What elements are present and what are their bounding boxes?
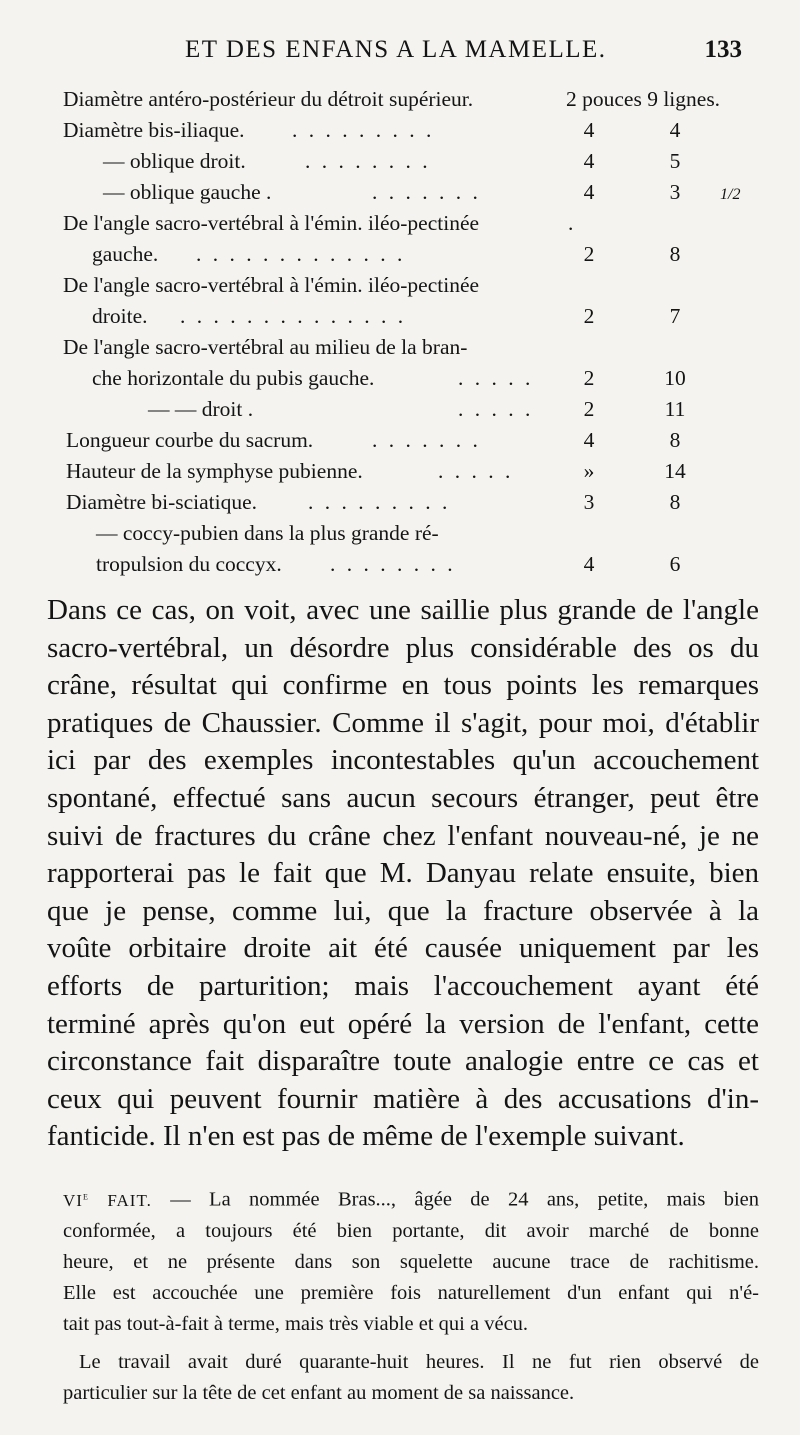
table-row — [0, 366, 800, 397]
measure-label: — coccy-pubien dans la plus grande ré- — [96, 521, 439, 545]
case-first-line — [63, 1180, 759, 1216]
dot-leader: . . . . . . . . . . . . . . — [180, 304, 407, 328]
measure-label: Diamètre bis-iliaque. — [63, 118, 245, 142]
text-line: sacro-vertébral, un désordre plus considérable des os du — [47, 631, 759, 664]
table-row — [0, 87, 800, 118]
table-row — [0, 428, 800, 459]
measure-lignes: 10 — [664, 366, 686, 390]
measure-lignes: 8 — [669, 490, 681, 514]
text-line: pratiques de Chaussier. Comme il s'agit, pour moi, d'établir — [47, 706, 759, 739]
measure-label: — oblique droit. — [103, 149, 246, 173]
case-number-sup: e — [82, 1188, 89, 1202]
case-numeral: VI — [63, 1190, 83, 1210]
measure-pouces: 2 — [583, 242, 595, 266]
table-row — [0, 552, 800, 583]
dot-leader: . . . . . — [458, 397, 534, 421]
text-line: Dans ce cas, on voit, avec une saillie plus grande de l'angle — [47, 594, 759, 626]
measure-label: — oblique gauche . — [103, 180, 272, 204]
measure-label: De l'angle sacro-vertébral à l'émin. iléo-pectinée — [63, 273, 480, 297]
text-line: Le travail avait duré quarante-huit heures. Il ne fut rien observé de — [79, 1350, 759, 1373]
text-line: terminé après qu'on eut opéré la version de l'enfant, cette — [47, 1007, 759, 1040]
text-line: Elle est accouchée une première fois naturellement d'un enfant qui n'é- — [63, 1281, 759, 1304]
text-line: que je pense, comme lui, que la fracture observée à la — [47, 894, 759, 927]
measure-pouces: 4 — [583, 149, 595, 173]
measure-lignes: 4 — [669, 118, 681, 142]
measure-lignes: 8 — [669, 242, 681, 266]
table-row — [0, 335, 800, 366]
measure-pouces: » — [583, 459, 595, 483]
text-line: particulier sur la tête de cet enfant au moment de sa naissance. — [63, 1381, 575, 1404]
page-header — [0, 36, 800, 72]
measure-lignes: 3 — [669, 180, 681, 204]
dot-leader: . . . . . . . — [372, 180, 481, 204]
table-row — [0, 521, 800, 552]
measure-label: che horizontale du pubis gauche. — [92, 366, 375, 390]
running-title: ET DES ENFANS A LA MAMELLE. — [185, 36, 607, 63]
table-row — [0, 397, 800, 428]
table-row — [0, 490, 800, 521]
measure-fraction: 1/2 — [720, 186, 741, 203]
dot-leader: . . . . . — [458, 366, 534, 390]
measure-pouces: 4 — [583, 552, 595, 576]
text-line: voûte orbitaire droite ait été causée uniquement par les — [47, 932, 759, 965]
text-line: tait pas tout-à-fait à terme, mais très viable et qui a vécu. — [63, 1312, 529, 1335]
measure-label: Diamètre bi-sciatique. — [66, 490, 258, 514]
text-line: suivi de fractures du crâne chez l'enfant nouveau-né, je ne — [47, 819, 759, 852]
dot-leader: . . . . . . . . . . . . . — [196, 242, 406, 266]
table-row — [0, 304, 800, 335]
case-first-line-text: — La nommée Bras..., âgée de 24 ans, petite, mais bien — [170, 1188, 760, 1211]
text-line: ici par des exemples incontestables qu'un accouchement — [47, 744, 759, 777]
measure-label: De l'angle sacro-vertébral à l'émin. iléo-pectinée — [63, 211, 480, 235]
units-header: 2 pouces 9 lignes. — [566, 87, 721, 111]
dot-leader: . . . . . . . . — [305, 149, 431, 173]
table-row — [0, 118, 800, 149]
text-line: efforts de parturition; mais l'accouchement ayant été — [47, 969, 759, 1002]
text-line: fanticide. Il n'en est pas de même de l'exemple suivant. — [47, 1120, 685, 1153]
measure-pouces: 2 — [583, 397, 595, 421]
measure-lignes: 8 — [669, 428, 681, 452]
text-line: ceux qui peuvent fournir matière à des accusations d'in- — [47, 1082, 759, 1115]
dot-leader: . . . . . . . — [372, 428, 481, 452]
measure-lignes: 11 — [664, 397, 686, 421]
measure-label: tropulsion du coccyx. — [96, 552, 282, 576]
measure-label: — — droit . — [148, 397, 254, 421]
text-line: circonstance fait disparaître toute analogie entre ce cas et — [47, 1045, 759, 1078]
text-line: spontané, effectué sans aucun secours étranger, peut être — [47, 781, 759, 814]
measure-label: droite. — [92, 304, 148, 328]
measure-pouces: 4 — [583, 118, 595, 142]
measure-label: Longueur courbe du sacrum. — [66, 428, 314, 452]
case-number — [63, 1188, 152, 1210]
dot-leader: . . . . . . . . . — [292, 118, 435, 142]
case-report — [63, 1180, 759, 1409]
text-line: rapporterai pas le fait que M. Danyau relate ensuite, bien — [47, 857, 759, 890]
measure-label: Hauteur de la symphyse pubienne. — [66, 459, 363, 483]
measure-label: gauche. — [92, 242, 159, 266]
measure-pouces: 2 — [583, 366, 595, 390]
text-line: heure, et ne présente dans son squelette aucune trace de rachitisme. — [63, 1250, 759, 1273]
fait-label: FAIT. — [107, 1190, 152, 1210]
table-row — [0, 459, 800, 490]
dot-leader: . . . . . . . . — [330, 552, 456, 576]
dot-leader: . . . . . — [438, 459, 514, 483]
dot-leader: . . . . . . . . . — [308, 490, 451, 514]
dot-leader: . — [568, 211, 577, 235]
pelvis-measurement-table — [0, 87, 800, 583]
measure-pouces: 2 — [583, 304, 595, 328]
page-number: 133 — [704, 36, 742, 63]
measure-pouces: 4 — [583, 180, 595, 204]
table-row — [0, 211, 800, 242]
text-line: crâne, résultat qui confirme en tous points les remarques — [47, 669, 759, 702]
text-line: conformée, a toujours été bien portante, dit avoir marché de bonne — [63, 1219, 759, 1242]
table-row — [0, 242, 800, 273]
measure-lignes: 6 — [669, 552, 681, 576]
measure-pouces: 3 — [583, 490, 595, 514]
table-row — [0, 273, 800, 304]
measure-lignes: 5 — [669, 149, 681, 173]
measure-lignes: 7 — [669, 304, 681, 328]
measure-lignes: 14 — [664, 459, 686, 483]
body-paragraph — [47, 592, 759, 1156]
table-row — [0, 149, 800, 180]
measure-label: Diamètre antéro-postérieur du détroit supérieur. — [63, 87, 474, 111]
measure-label: De l'angle sacro-vertébral au milieu de la bran- — [63, 335, 468, 359]
table-row — [0, 180, 800, 211]
measure-pouces: 4 — [583, 428, 595, 452]
